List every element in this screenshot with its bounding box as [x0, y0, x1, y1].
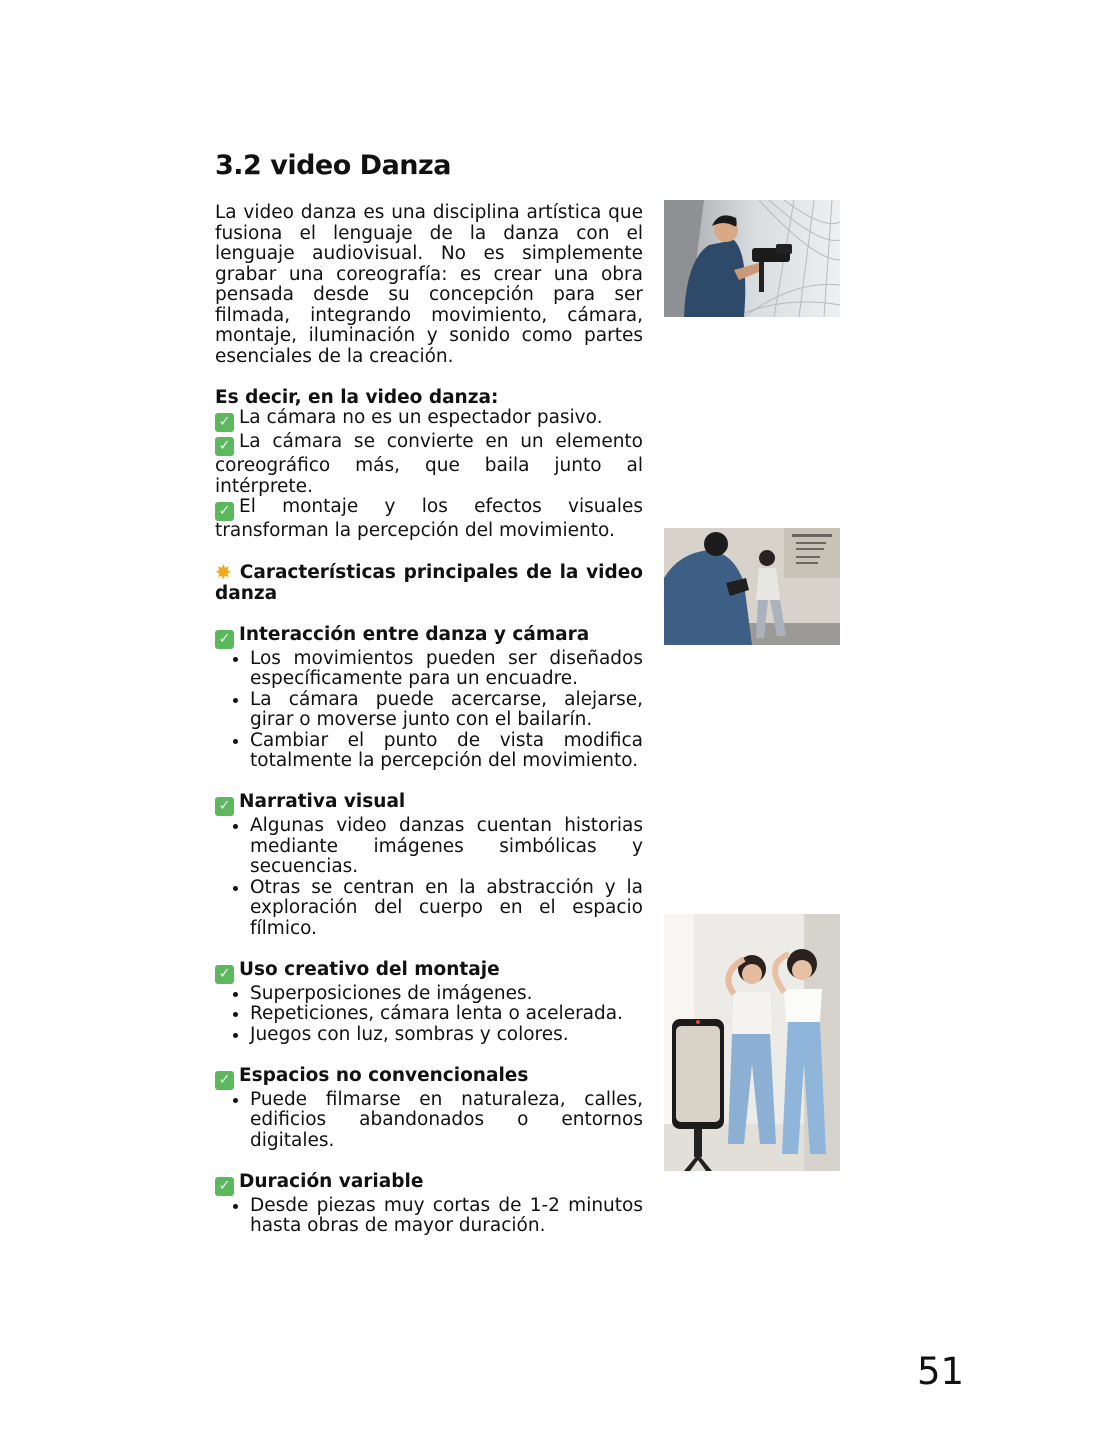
list-item: • Puede filmarse en naturaleza, calles, edificios abandonados o entornos digitales. — [250, 1090, 643, 1152]
check-mark-icon: ✓ — [215, 797, 234, 816]
photo-dancers-phone — [664, 914, 840, 1171]
section-heading: ✓ Interacción entre danza y cámara — [215, 625, 643, 649]
es-decir-item: ✓ La cámara se convierte en un elemento coreográfico más, que baila junto al intérprete. — [215, 431, 643, 497]
check-mark-icon: ✓ — [215, 437, 234, 456]
bullet-list — [215, 1090, 643, 1152]
list-item: • La cámara puede acercarse, alejarse, girar o moverse junto con el bailarín. — [250, 690, 643, 731]
check-mark-icon: ✓ — [215, 413, 234, 432]
section-title: 3.2 video Danza — [215, 150, 451, 181]
section-heading: ✓ Espacios no convencionales — [215, 1066, 643, 1090]
list-item: • Los movimientos pueden ser diseñados específicamente para un encuadre. — [250, 649, 643, 690]
es-decir-heading: Es decir, en la video danza: — [215, 386, 499, 408]
intro-paragraph: La video danza es una disciplina artística que fusiona el lenguaje de la danza con el lenguaje audiovisual. No es simplemente grabar una coreografía: es crear una obra pensada desde su concepción para ser filmada, integrando movimiento, cámara, montaje, iluminación y sonido como partes esenciales de la creación. — [215, 202, 643, 367]
list-item: • Algunas video danzas cuentan historias mediante imágenes simbólicas y secuencias. — [250, 816, 643, 878]
list-item: • Superposiciones de imágenes. — [250, 984, 643, 1005]
check-mark-icon: ✓ — [215, 965, 234, 984]
check-mark-icon: ✓ — [215, 502, 234, 521]
photo-cameraman — [664, 200, 840, 317]
features-heading: ✸ Características principales de la video danza — [215, 560, 643, 604]
check-mark-icon: ✓ — [215, 1177, 234, 1196]
star-icon: ✸ — [215, 560, 232, 584]
list-item: • Otras se centran en la abstracción y la exploración del cuerpo en el espacio fílmico. — [250, 878, 643, 940]
main-text-column — [215, 203, 643, 1237]
section-heading: ✓ Uso creativo del montaje — [215, 960, 643, 984]
list-item: • Desde piezas muy cortas de 1-2 minutos hasta obras de mayor duración. — [250, 1196, 643, 1237]
list-item: • Repeticiones, cámara lenta o acelerada. — [250, 1004, 643, 1025]
section-heading: ✓ Narrativa visual — [215, 792, 643, 816]
bullet-list — [215, 984, 643, 1046]
es-decir-item: ✓ El montaje y los efectos visuales transforman la percepción del movimiento. — [215, 496, 643, 541]
photo-filming-dancer — [664, 528, 840, 645]
check-mark-icon: ✓ — [215, 630, 234, 649]
es-decir-item: ✓ La cámara no es un espectador pasivo. — [215, 408, 643, 432]
section-heading: ✓ Duración variable — [215, 1172, 643, 1196]
bullet-list — [215, 649, 643, 772]
page-number: 51 — [917, 1350, 965, 1393]
list-item: • Cambiar el punto de vista modifica totalmente la percepción del movimiento. — [250, 731, 643, 772]
list-item: • Juegos con luz, sombras y colores. — [250, 1025, 643, 1046]
bullet-list — [215, 1196, 643, 1237]
bullet-list — [215, 816, 643, 939]
check-mark-icon: ✓ — [215, 1071, 234, 1090]
